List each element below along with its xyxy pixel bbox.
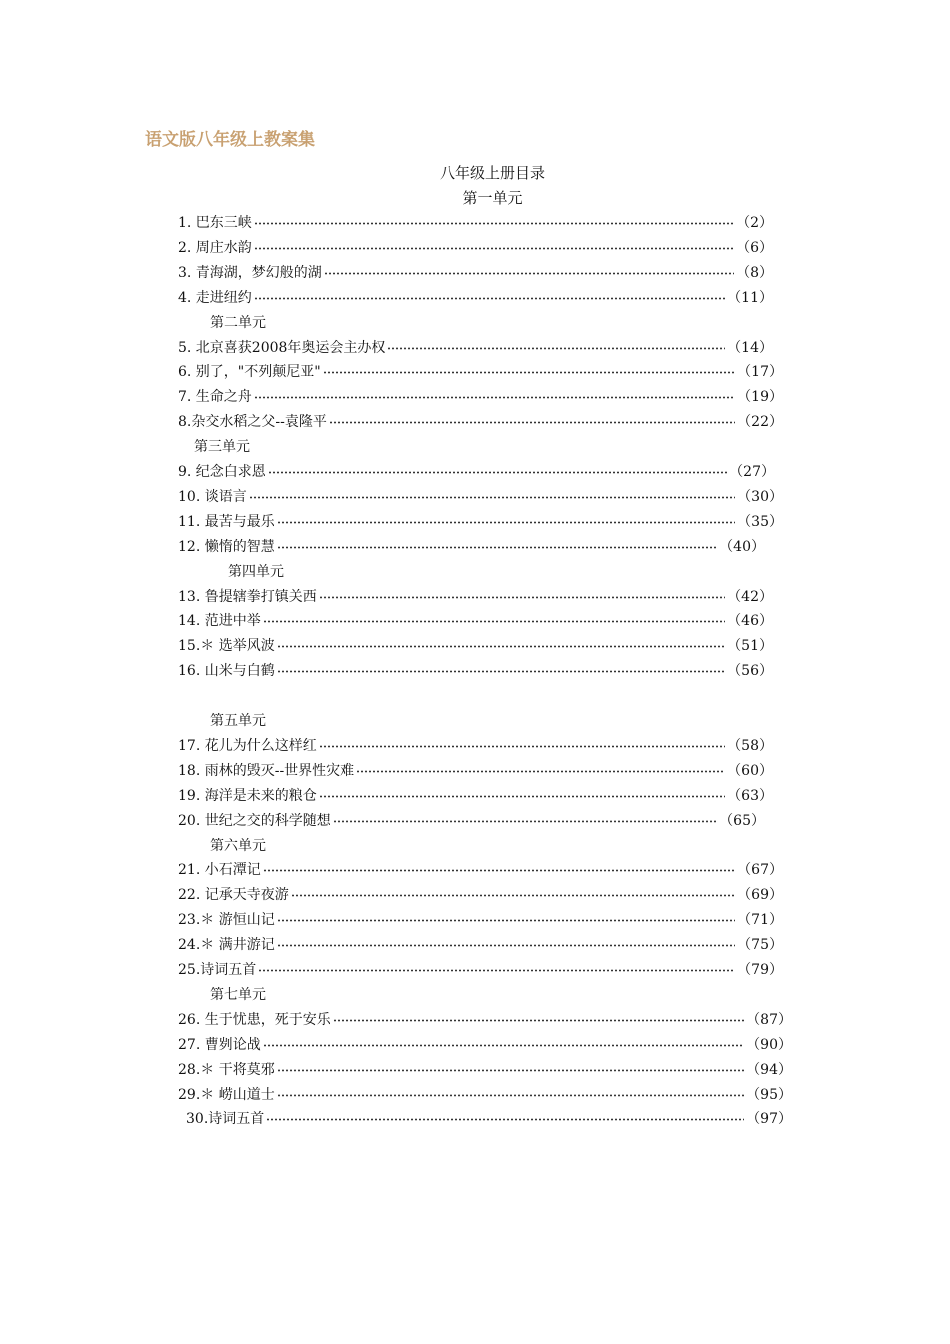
toc-entry-title: 28.＊ 干将莫邪 bbox=[178, 1061, 275, 1078]
toc-entry-page: （6） bbox=[736, 239, 773, 256]
toc-entry-title: 20. 世纪之交的科学随想 bbox=[178, 812, 331, 829]
toc-entry-page: （58） bbox=[727, 737, 773, 754]
toc-entry-page: （97） bbox=[746, 1111, 792, 1128]
dot-leader bbox=[263, 609, 725, 634]
dot-leader bbox=[291, 883, 735, 908]
dot-leader bbox=[277, 510, 735, 535]
dot-leader bbox=[277, 1083, 744, 1108]
toc-entry bbox=[178, 286, 773, 311]
dot-leader bbox=[254, 211, 734, 236]
dot-leader bbox=[254, 286, 725, 311]
dot-leader bbox=[387, 336, 725, 361]
toc-entry-title: 22. 记承天寺夜游 bbox=[178, 887, 289, 904]
dot-leader bbox=[268, 460, 727, 485]
toc-entry bbox=[178, 784, 773, 809]
toc-entry bbox=[178, 1083, 792, 1108]
toc-entry-page: （67） bbox=[737, 862, 783, 879]
toc-entry-title: 5. 北京喜获2008年奥运会主办权 bbox=[178, 339, 386, 356]
unit-heading-6: 第六单元 bbox=[210, 837, 266, 854]
dot-leader bbox=[263, 858, 735, 883]
toc-entry bbox=[178, 609, 773, 634]
toc-entry-title: 7. 生命之舟 bbox=[178, 389, 252, 406]
toc-entry-page: （56） bbox=[727, 663, 773, 680]
toc-entry bbox=[178, 460, 775, 485]
toc-entry-page: （46） bbox=[727, 613, 773, 630]
toc-entry-title: 1. 巴东三峡 bbox=[178, 215, 252, 231]
toc-entry-page: （40） bbox=[719, 538, 765, 555]
toc-entry bbox=[178, 1058, 792, 1083]
toc-entry-title: 9. 纪念白求恩 bbox=[178, 464, 266, 480]
toc-entry-page: （27） bbox=[729, 464, 775, 480]
dot-leader bbox=[319, 734, 725, 759]
toc-entry-page: （11） bbox=[727, 289, 773, 306]
toc-entry-title: 25.诗词五首 bbox=[178, 962, 257, 978]
toc-entry bbox=[186, 1107, 792, 1132]
toc-entry-page: （17） bbox=[737, 364, 783, 381]
toc-entry bbox=[178, 883, 783, 908]
dot-leader bbox=[356, 759, 725, 784]
toc-entry-page: （42） bbox=[727, 588, 773, 605]
dot-leader bbox=[329, 410, 735, 435]
toc-entry-title: 26. 生于忧患，死于安乐 bbox=[178, 1011, 331, 1028]
dot-leader bbox=[277, 535, 717, 560]
toc-entry-title: 8.杂交水稻之父--袁隆平 bbox=[178, 414, 327, 431]
toc-entry-page: （22） bbox=[737, 414, 783, 431]
toc-entry-title: 29.＊ 崂山道士 bbox=[178, 1086, 275, 1103]
dot-leader bbox=[249, 485, 735, 510]
toc-entry-page: （90） bbox=[746, 1036, 792, 1053]
toc-entry bbox=[178, 236, 773, 261]
dot-leader bbox=[324, 261, 734, 286]
toc-entry bbox=[178, 1008, 792, 1033]
dot-leader bbox=[277, 659, 725, 684]
unit-heading-1: 第一单元 bbox=[462, 189, 523, 207]
toc-entry bbox=[178, 485, 783, 510]
toc-entry bbox=[178, 410, 783, 435]
toc-entry-page: （71） bbox=[737, 912, 783, 929]
toc-entry-title: 6. 别了，"不列颠尼亚" bbox=[178, 364, 321, 381]
unit-heading-2: 第二单元 bbox=[210, 314, 266, 331]
toc-entry-title: 14. 范进中举 bbox=[178, 613, 261, 630]
dot-leader bbox=[277, 933, 735, 958]
toc-entry bbox=[178, 958, 783, 983]
dot-leader bbox=[277, 908, 735, 933]
dot-leader bbox=[319, 784, 725, 809]
toc-entry bbox=[178, 360, 783, 385]
toc-entry-title: 24.＊ 满井游记 bbox=[178, 937, 275, 954]
dot-leader bbox=[266, 1107, 744, 1132]
toc-entry-title: 15.＊ 选举风波 bbox=[178, 638, 275, 655]
toc-entry bbox=[178, 634, 773, 659]
toc-entry-title: 10. 谈语言 bbox=[178, 488, 247, 505]
toc-entry-title: 18. 雨林的毁灭--世界性灾难 bbox=[178, 762, 355, 779]
toc-entry-page: （75） bbox=[737, 937, 783, 954]
toc-entry-page: （69） bbox=[737, 887, 783, 904]
toc-entry bbox=[178, 933, 783, 958]
toc-entry bbox=[178, 510, 783, 535]
toc-entry bbox=[178, 1033, 792, 1058]
dot-leader bbox=[319, 585, 725, 610]
dot-leader bbox=[254, 385, 735, 410]
unit-heading-4: 第四单元 bbox=[228, 563, 284, 580]
dot-leader bbox=[254, 236, 734, 261]
toc-entry-page: （95） bbox=[746, 1086, 792, 1103]
toc-entry-title: 23.＊ 游恒山记 bbox=[178, 912, 275, 929]
toc-entry-title: 11. 最苦与最乐 bbox=[178, 513, 275, 530]
toc-entry bbox=[178, 585, 773, 610]
toc-entry-page: （19） bbox=[737, 389, 783, 406]
toc-entry-page: （79） bbox=[737, 962, 783, 978]
toc-entry-page: （60） bbox=[727, 762, 773, 779]
toc-entry-page: （51） bbox=[727, 638, 773, 655]
dot-leader bbox=[263, 1033, 744, 1058]
toc-entry bbox=[178, 809, 765, 834]
toc-entry-page: （94） bbox=[746, 1061, 792, 1078]
toc-entry-title: 21. 小石潭记 bbox=[178, 862, 261, 879]
toc-entry-title: 30.诗词五首 bbox=[186, 1111, 265, 1128]
toc-entry bbox=[178, 336, 773, 361]
toc-entry-title: 3. 青海湖，梦幻般的湖 bbox=[178, 264, 322, 281]
dot-leader bbox=[333, 809, 717, 834]
toc-entry-title: 4. 走进纽约 bbox=[178, 289, 252, 306]
toc-entry-title: 12. 懒惰的智慧 bbox=[178, 538, 275, 555]
toc-entry-title: 2. 周庄水韵 bbox=[178, 239, 252, 256]
toc-entry bbox=[178, 261, 773, 286]
toc-entry bbox=[178, 858, 783, 883]
toc-entry-page: （65） bbox=[719, 812, 765, 829]
toc-entry bbox=[178, 535, 765, 560]
toc-entry-page: （30） bbox=[737, 488, 783, 505]
unit-heading-3: 第三单元 bbox=[194, 439, 250, 456]
toc-entry-title: 17. 花儿为什么这样红 bbox=[178, 737, 317, 754]
toc-entry-page: （63） bbox=[727, 787, 773, 804]
toc-entry bbox=[178, 734, 773, 759]
toc-entry bbox=[178, 908, 783, 933]
dot-leader bbox=[277, 634, 725, 659]
toc-entry-title: 16. 山米与白鹤 bbox=[178, 663, 275, 680]
toc-entry-title: 19. 海洋是未来的粮仓 bbox=[178, 787, 317, 804]
toc-entry-page: （35） bbox=[737, 513, 783, 530]
dot-leader bbox=[258, 958, 735, 983]
toc-entry bbox=[178, 211, 773, 236]
dot-leader bbox=[333, 1008, 744, 1033]
unit-heading-5: 第五单元 bbox=[210, 713, 266, 729]
toc-entry-title: 27. 曹刿论战 bbox=[178, 1036, 261, 1053]
toc-entry bbox=[178, 659, 773, 684]
toc-entry-page: （8） bbox=[736, 264, 773, 281]
toc-entry-page: （14） bbox=[727, 339, 773, 356]
toc-entry-page: （87） bbox=[746, 1011, 792, 1028]
toc-title: 八年级上册目录 bbox=[439, 164, 545, 182]
toc-entry bbox=[178, 385, 783, 410]
document-title: 语文版八年级上教案集 bbox=[145, 130, 315, 150]
toc-entry bbox=[178, 759, 773, 784]
dot-leader bbox=[277, 1058, 744, 1083]
dot-leader bbox=[323, 360, 735, 385]
toc-entry-page: （2） bbox=[736, 215, 773, 231]
unit-heading-7: 第七单元 bbox=[210, 986, 266, 1003]
toc-entry-title: 13. 鲁提辖拳打镇关西 bbox=[178, 588, 317, 605]
